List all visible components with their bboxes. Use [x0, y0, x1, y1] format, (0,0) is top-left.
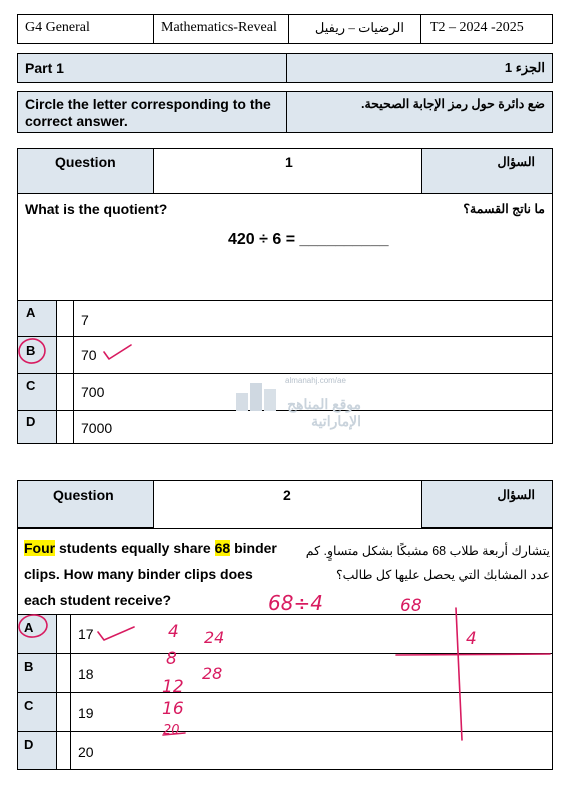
option-row-divider — [17, 336, 553, 337]
hw-division: 68÷4 — [268, 591, 323, 615]
option-value[interactable]: 700 — [81, 384, 105, 400]
question-1-number: 1 — [285, 154, 293, 170]
instructions-divider — [286, 91, 287, 133]
option-value[interactable]: 20 — [78, 744, 94, 760]
option-value[interactable]: 17 — [78, 626, 94, 642]
option-letter-cell — [18, 411, 56, 443]
instructions-text: Circle the letter corresponding to the correct answer. — [25, 96, 271, 129]
subject-ar-label: الرضيات – ريفيل — [314, 20, 404, 35]
hw-multiple: 20 — [163, 723, 180, 738]
header-divider — [288, 14, 289, 44]
question-2-prompt-ar: يتشارك أربعة طلاب 68 مشبكًا بشكل متساوٍ. كم عدد المشابك التي يحصل عليها كل طالب؟ — [305, 544, 550, 582]
hw-divisor: 4 — [466, 629, 477, 649]
question-1-options-col — [73, 300, 74, 444]
hw-multiple: 12 — [162, 677, 184, 697]
hw-multiple: 24 — [204, 628, 225, 647]
prompt-text: students equally share — [55, 540, 215, 556]
watermark-name: موقع المناهج الإماراتية — [287, 396, 361, 429]
question-1-options-col — [56, 300, 57, 444]
watermark-url: almanahj.com/ae — [285, 376, 346, 385]
question-1-equation: 420 ÷ 6 = __________ — [228, 231, 389, 248]
option-letter-cell — [18, 301, 56, 336]
option-letter-cell — [18, 374, 56, 410]
option-letter[interactable]: C — [26, 378, 36, 393]
option-row-divider — [17, 692, 553, 693]
question-1-label: Question — [55, 154, 116, 170]
grade-label: G4 General — [25, 20, 90, 35]
question-2-options-top — [17, 614, 553, 615]
hw-multiple: 16 — [162, 699, 184, 719]
option-value[interactable]: 7 — [81, 312, 89, 328]
question-2-number: 2 — [283, 487, 291, 503]
prompt-text: binder clips. How many binder clips does each student receive? — [24, 540, 277, 608]
option-letter[interactable]: A — [24, 620, 34, 635]
option-value[interactable]: 18 — [78, 666, 94, 682]
question-2-prompt — [24, 535, 286, 613]
option-letter[interactable]: D — [26, 414, 36, 429]
question-2-label: Question — [53, 487, 114, 503]
option-row-divider — [17, 653, 553, 654]
highlight-number: 68 — [214, 540, 231, 556]
hw-multiple: 28 — [202, 664, 223, 683]
question-2-label-ar: السؤال — [497, 488, 535, 502]
hw-multiple: 4 — [168, 622, 179, 642]
question-1-divider — [17, 193, 553, 194]
header-divider — [420, 14, 421, 44]
option-letter[interactable]: C — [24, 698, 34, 713]
option-letter[interactable]: A — [26, 305, 36, 320]
hw-dividend: 68 — [400, 596, 422, 616]
option-row-divider — [17, 373, 553, 374]
option-value[interactable]: 70 — [81, 347, 97, 363]
option-letter-cell — [18, 337, 56, 373]
option-letter[interactable]: D — [24, 737, 34, 752]
subject-label: Mathematics-Reveal — [161, 20, 277, 35]
option-letter[interactable]: B — [24, 659, 34, 674]
part-label-ar: الجزء 1 — [504, 60, 545, 75]
question-1-prompt: What is the quotient? — [25, 201, 168, 217]
option-letter[interactable]: B — [26, 343, 36, 358]
question-1-options-top — [17, 300, 553, 301]
instructions-text-ar: ضع دائرة حول رمز الإجابة الصحيحة. — [360, 97, 545, 111]
term-label: T2 – 2024 -2025 — [430, 20, 524, 35]
part-divider — [286, 53, 287, 83]
question-2-divider — [17, 528, 553, 529]
part-label: Part 1 — [25, 60, 64, 76]
option-row-divider — [17, 731, 553, 732]
option-value[interactable]: 7000 — [81, 420, 113, 436]
question-1-prompt-ar: ما ناتج القسمة؟ — [463, 202, 545, 216]
highlight-word: Four — [24, 540, 56, 556]
hw-multiple: 8 — [166, 649, 177, 669]
option-value[interactable]: 19 — [78, 705, 94, 721]
question-1-label-ar: السؤال — [497, 155, 535, 169]
header-divider — [153, 14, 154, 44]
